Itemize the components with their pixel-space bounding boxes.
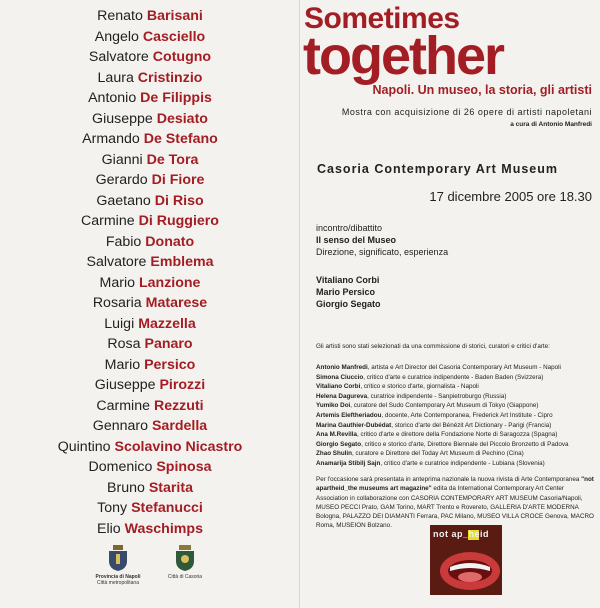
committee-member	[316, 373, 569, 383]
debate-block	[316, 222, 448, 258]
artist-first-name: Mario	[104, 356, 141, 373]
artist-first-name: Angelo	[94, 28, 139, 45]
artist-first-name: Carmine	[81, 213, 135, 229]
artist-first-name: Fabio	[105, 233, 142, 250]
exhibition-description: Mostra con acquisizione di 26 opere di artisti napoletani	[341, 107, 592, 117]
curator-credit: a cura di Antonio Manfredi	[510, 121, 592, 128]
committee-member-role: , critico d'arte e curatrice indipendente - Baden Baden (Svizzera)	[363, 373, 544, 381]
committee-list	[316, 363, 569, 469]
committee-member-name: Marina Gauthier-Dubédat	[316, 421, 392, 429]
committee-member-role: , critico d'arte e curatrice indipendente - Lubiana (Slovenia)	[380, 459, 545, 467]
artist-name	[0, 334, 300, 355]
committee-member-role: , curatrice indipendente - Sanpietroburgo (Russia)	[367, 392, 507, 400]
speaker: Vitaliano Corbi	[316, 275, 380, 285]
committee-member	[316, 392, 569, 402]
committee-member-name: Giorgio Segato	[316, 440, 362, 448]
artist-surname: Barisani	[146, 8, 203, 24]
committee-member-name: Antonio Manfredi	[316, 364, 368, 371]
artist-name	[0, 293, 300, 314]
artist-name	[0, 27, 300, 48]
artist-name	[0, 252, 300, 273]
artist-surname: Pirozzi	[159, 377, 206, 393]
artist-name	[0, 416, 300, 437]
debate-subtitle: Direzione, significato, esperienza	[316, 247, 449, 257]
committee-intro: Gli artisti sono stati selezionati da una commissione di storici, curatori e critici d'arte:	[316, 343, 550, 350]
artist-surname: Matarese	[145, 295, 208, 311]
artist-name	[0, 396, 300, 417]
committee-member-name: Yumiko Doi	[316, 402, 351, 410]
committee-member-name: Zhao Shulin	[316, 450, 353, 458]
artist-surname: Persico	[144, 356, 196, 373]
title-line1: Sometimes	[304, 2, 460, 35]
artist-name	[0, 232, 300, 253]
committee-member-role: , critico e storico d'arte, Direttore Biennale del Piccolo Bronzetto di Padova	[361, 440, 569, 448]
artist-surname: Lanzione	[138, 274, 201, 291]
artist-surname: Sardella	[151, 418, 208, 434]
title-line2: together	[303, 26, 503, 86]
committee-member	[316, 411, 569, 421]
committee-member-role: , critico e storico d'arte, giornalista - Napoli	[360, 383, 479, 391]
provincia-label: Provincia di Napoli	[95, 574, 141, 580]
artist-name	[0, 355, 300, 376]
artist-first-name: Mario	[99, 274, 136, 291]
artist-first-name: Tony	[97, 500, 128, 516]
artist-name	[0, 170, 300, 191]
right-panel	[300, 0, 600, 608]
magazine-cover	[430, 525, 502, 595]
artist-name	[0, 6, 300, 27]
committee-member	[316, 421, 569, 431]
casoria-emblem	[150, 545, 220, 580]
artist-name	[0, 457, 300, 478]
artist-surname: Donato	[145, 233, 195, 250]
artist-first-name: Quintino	[57, 438, 111, 455]
artist-surname: Spinosa	[156, 459, 212, 475]
artist-first-name: Antonio	[88, 90, 137, 106]
provincia-crest-icon	[107, 545, 129, 571]
artist-name	[0, 519, 300, 540]
committee-member-role: , curatore e Direttore del Today Art Museum di Pechino (Cina)	[352, 450, 524, 458]
committee-member	[316, 449, 569, 459]
speaker: Giorgio Segato	[316, 299, 381, 309]
committee-member-name: Anamarija Stibilj Sajn	[316, 459, 381, 467]
debate-label: incontro/dibattito	[316, 223, 383, 233]
magazine-paragraph	[316, 475, 596, 531]
artist-surname: Cotugno	[152, 49, 212, 65]
artist-first-name: Laura	[97, 69, 134, 86]
artist-surname: Casciello	[142, 28, 206, 45]
committee-member-role: , critico d'arte e direttore della Fondazione Norte di Saragozza (Spagna)	[356, 431, 558, 439]
artist-name	[0, 68, 300, 89]
artist-surname: De Filippis	[140, 90, 212, 106]
museum-name: Casoria Contemporary Art Museum	[317, 162, 558, 176]
artist-surname: Stefanucci	[131, 500, 203, 516]
artist-name	[0, 437, 300, 458]
committee-member-role: , curatore del Sudo Contemporary Art Museum di Tokyo (Giappone)	[350, 402, 539, 410]
artist-first-name: Salvatore	[86, 254, 147, 270]
artist-name	[0, 109, 300, 130]
artist-first-name: Rosa	[107, 336, 141, 352]
artist-name	[0, 211, 300, 232]
artist-surname: Di Fiore	[151, 172, 205, 188]
artist-first-name: Armando	[82, 131, 140, 147]
subtitle: Napoli. Un museo, la storia, gli artisti	[372, 83, 592, 97]
artist-name	[0, 129, 300, 150]
artist-first-name: Gianni	[101, 151, 143, 168]
speaker: Mario Persico	[316, 287, 376, 297]
artist-surname: Waschimps	[124, 520, 203, 537]
magazine-cover-title: not ap_heid	[433, 529, 490, 539]
provincia-sublabel: Città metropolitana	[97, 580, 139, 586]
artist-surname: Mazzella	[138, 315, 196, 332]
debate-title: Il senso del Museo	[316, 235, 397, 245]
committee-member	[316, 401, 569, 411]
artist-first-name: Carmine	[96, 397, 150, 414]
event-date: 17 dicembre 2005 ore 18.30	[429, 189, 592, 204]
artist-name	[0, 191, 300, 212]
paragraph-before: Per l'occasione sarà presentata in anteprima nazionale la nuova rivista di Arte Contemporanea	[316, 476, 582, 483]
artist-surname: Scolavino Nicastro	[114, 438, 243, 455]
committee-member-name: Artemis Eleftheriadou	[316, 411, 382, 419]
committee-member-name: Ana M.Revilla	[316, 431, 357, 439]
artist-surname: Starita	[148, 479, 193, 496]
committee-member-name: Vitaliano Corbi	[316, 383, 361, 391]
artist-surname: Panaro	[144, 336, 193, 352]
committee-member-name: Simona Ciuccio	[316, 373, 364, 381]
artist-surname: De Stefano	[143, 131, 218, 147]
committee-member-name: Helena Dagureva	[316, 392, 368, 400]
artist-first-name: Giuseppe	[92, 110, 153, 127]
artist-first-name: Giuseppe	[94, 377, 156, 393]
artist-surname: Di Ruggiero	[138, 213, 219, 229]
artist-name	[0, 375, 300, 396]
committee-member	[316, 382, 569, 392]
committee-member	[316, 459, 569, 469]
committee-member	[316, 440, 569, 450]
artist-first-name: Gennaro	[92, 418, 149, 434]
committee-member-role: , artista e Art Director del Casoria Contemporary Art Museum - Napoli	[367, 364, 561, 371]
artist-surname: Di Riso	[154, 192, 204, 209]
magazine-name: "not apartheid_the museums art magazine"	[316, 476, 594, 493]
artist-surname: Desiato	[156, 110, 208, 127]
artist-first-name: Rosaria	[92, 295, 142, 311]
speaker-list	[316, 274, 381, 310]
artist-first-name: Gerardo	[95, 172, 148, 188]
artist-surname: Emblema	[150, 254, 214, 270]
artist-name	[0, 88, 300, 109]
artist-first-name: Gaetano	[96, 192, 151, 209]
artist-surname: De Tora	[146, 151, 199, 168]
artist-first-name: Elio	[97, 520, 121, 537]
artist-first-name: Bruno	[107, 479, 145, 496]
casoria-crest-icon	[174, 545, 196, 571]
artist-name	[0, 478, 300, 499]
committee-member	[316, 363, 569, 373]
artist-surname: Cristinzio	[137, 69, 203, 86]
artist-first-name: Renato	[97, 8, 143, 24]
artist-list	[0, 6, 300, 539]
artist-surname: Rezzuti	[153, 397, 204, 414]
artist-first-name: Salvatore	[88, 49, 149, 65]
committee-member-role: , docente, Arte Contemporanea, Frederick Art Institute - Cipro	[381, 411, 553, 419]
committee-member-role: , storico d'arte del Bénézit Art Dictionary - Parigi (Francia)	[391, 421, 552, 429]
provincia-emblem	[83, 545, 153, 586]
casoria-label: Città di Casoria	[167, 574, 203, 580]
paragraph-after: edita da International Contemporary Art Center Association in collaborazione con CASORIA CONTEMPORARY ART MUSEUM Casoria/Napoli, MUSEO PECCI Prato, GAM Torino, MART Trento e Rovereto, GALLERIA D'ARTE MODERNA Bologna, PALAZZO DEI DIAMANTI Ferrara, PAC Milano, MUSEO VILLA CROCE Genova, MACRO Roma, MUSEION Bolzano.	[316, 485, 594, 530]
artist-name	[0, 47, 300, 68]
artist-first-name: Luigi	[104, 315, 135, 332]
artist-name	[0, 498, 300, 519]
committee-member	[316, 430, 569, 440]
artist-name	[0, 314, 300, 335]
artist-name	[0, 273, 300, 294]
artist-name	[0, 150, 300, 171]
artist-first-name: Domenico	[88, 459, 153, 475]
